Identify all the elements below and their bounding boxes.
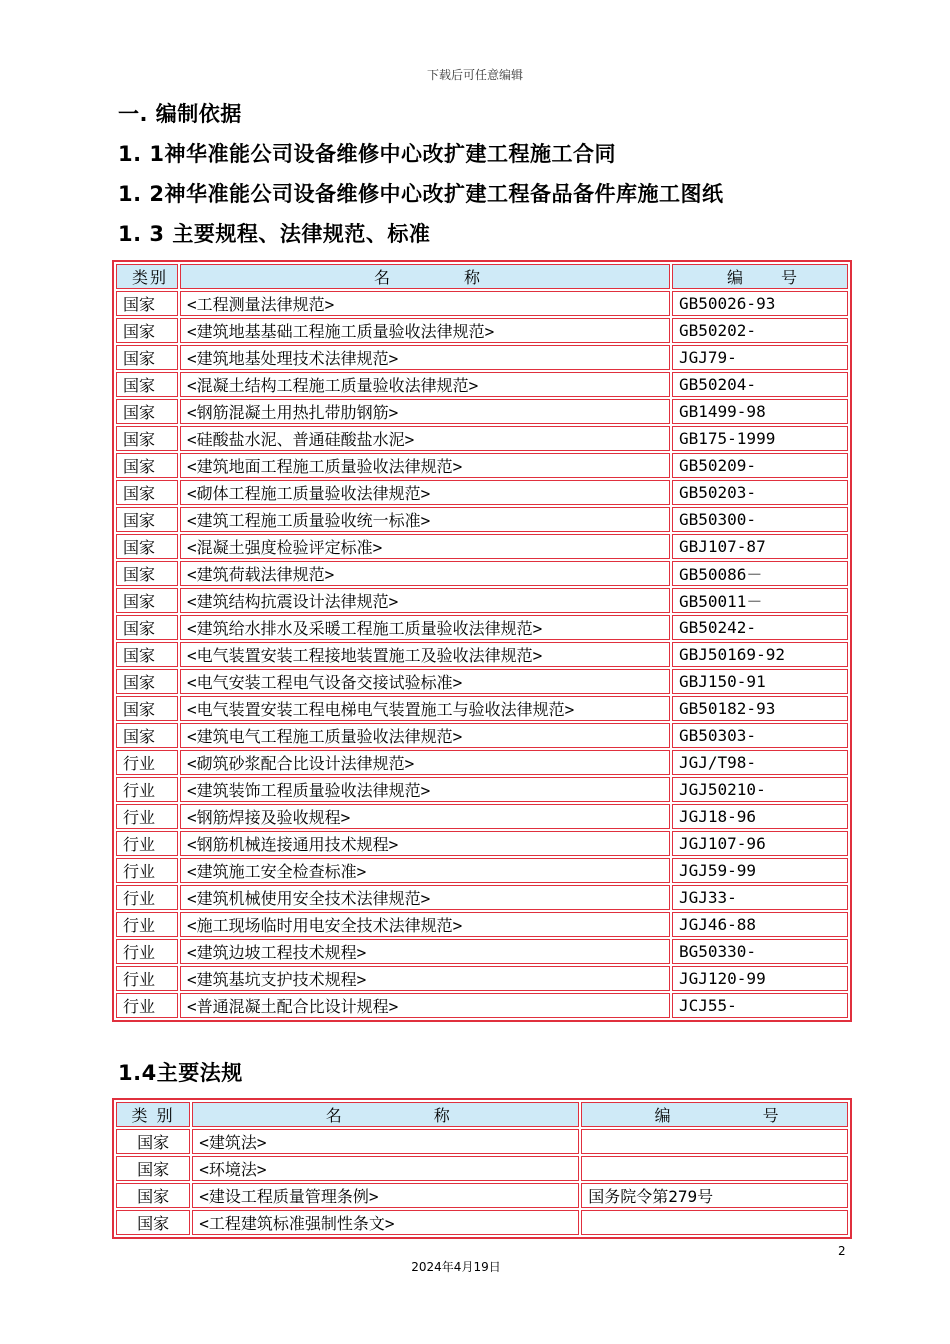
code-cell: GB50303- [672, 723, 848, 748]
table-row [116, 966, 848, 991]
category-cell: 行业 [116, 777, 178, 802]
code-cell: GB50182-93 [672, 696, 848, 721]
table-row [116, 1183, 848, 1208]
code-cell: JCJ55- [672, 993, 848, 1018]
category-cell: 国家 [116, 561, 178, 586]
name-cell: <工程建筑标准强制性条文> [192, 1210, 579, 1235]
category-cell: 国家 [116, 507, 178, 532]
table-row [116, 291, 848, 316]
name-cell: <建筑电气工程施工质量验收法律规范> [180, 723, 670, 748]
code-cell: GB50203- [672, 480, 848, 505]
category-cell: 行业 [116, 885, 178, 910]
category-cell: 行业 [116, 831, 178, 856]
category-cell: 行业 [116, 912, 178, 937]
name-cell: <建筑荷载法律规范> [180, 561, 670, 586]
category-cell: 国家 [116, 426, 178, 451]
column-header: 编 号 [672, 264, 848, 289]
name-cell: <建筑边坡工程技术规程> [180, 939, 670, 964]
category-cell: 国家 [116, 372, 178, 397]
name-cell: <建筑地基基础工程施工质量验收法律规范> [180, 318, 670, 343]
section-heading-standards: 1. 3 主要规程、法律规范、标准 [118, 222, 431, 246]
name-cell: <建筑结构抗震设计法律规范> [180, 588, 670, 613]
table-header-row [116, 264, 848, 289]
name-cell: <电气装置安装工程电梯电气装置施工与验收法律规范> [180, 696, 670, 721]
table-row [116, 372, 848, 397]
category-cell: 国家 [116, 345, 178, 370]
table-row [116, 1210, 848, 1235]
category-cell: 国家 [116, 1156, 190, 1181]
category-cell: 国家 [116, 642, 178, 667]
category-cell: 行业 [116, 966, 178, 991]
table-row [116, 777, 848, 802]
footer-date: 2024年4月19日 [411, 1260, 501, 1274]
name-cell: <砌筑砂浆配合比设计法律规范> [180, 750, 670, 775]
name-cell: <建筑基坑支护技术规程> [180, 966, 670, 991]
regulations-table [112, 1098, 852, 1239]
code-cell: GB50204- [672, 372, 848, 397]
code-cell: GB50086－ [672, 561, 848, 586]
name-cell: <建筑施工安全检查标准> [180, 858, 670, 883]
category-cell: 国家 [116, 318, 178, 343]
name-cell: <普通混凝土配合比设计规程> [180, 993, 670, 1018]
table-row [116, 804, 848, 829]
table-row [116, 1129, 848, 1154]
table-row [116, 561, 848, 586]
code-cell: JGJ33- [672, 885, 848, 910]
name-cell: <建筑装饰工程质量验收法律规范> [180, 777, 670, 802]
name-cell: <环境法> [192, 1156, 579, 1181]
code-cell: GB175-1999 [672, 426, 848, 451]
code-cell: JGJ59-99 [672, 858, 848, 883]
code-cell: GB50011－ [672, 588, 848, 613]
name-cell: <建筑机械使用安全技术法律规范> [180, 885, 670, 910]
table-row [116, 750, 848, 775]
category-cell: 行业 [116, 804, 178, 829]
code-cell [581, 1156, 848, 1181]
table-header-row [116, 1102, 848, 1127]
table-row [116, 453, 848, 478]
code-cell: GB1499-98 [672, 399, 848, 424]
name-cell: <施工现场临时用电安全技术法律规范> [180, 912, 670, 937]
table-row [116, 885, 848, 910]
header-note: 下载后可任意编辑 [426, 68, 523, 82]
column-header: 名 称 [192, 1102, 579, 1127]
table-row [116, 912, 848, 937]
code-cell: GBJ150-91 [672, 669, 848, 694]
table-row [116, 615, 848, 640]
name-cell: <混凝土结构工程施工质量验收法律规范> [180, 372, 670, 397]
name-cell: <建设工程质量管理条例> [192, 1183, 579, 1208]
table-row [116, 318, 848, 343]
column-header: 编 号 [581, 1102, 848, 1127]
table-row [116, 723, 848, 748]
code-cell: GB50242- [672, 615, 848, 640]
category-cell: 国家 [116, 1129, 190, 1154]
page-number: 2 [838, 1244, 846, 1258]
table-row [116, 345, 848, 370]
category-cell: 国家 [116, 453, 178, 478]
name-cell: <混凝土强度检验评定标准> [180, 534, 670, 559]
category-cell: 国家 [116, 669, 178, 694]
section-heading-contract: 1. 1神华准能公司设备维修中心改扩建工程施工合同 [118, 142, 617, 166]
code-cell: GB50300- [672, 507, 848, 532]
name-cell: <建筑工程施工质量验收统一标准> [180, 507, 670, 532]
code-cell: JGJ120-99 [672, 966, 848, 991]
name-cell: <钢筋焊接及验收规程> [180, 804, 670, 829]
standards-table [112, 260, 852, 1022]
category-cell: 国家 [116, 588, 178, 613]
category-cell: 国家 [116, 399, 178, 424]
table-row [116, 588, 848, 613]
category-cell: 国家 [116, 1210, 190, 1235]
table-row [116, 858, 848, 883]
category-cell: 行业 [116, 750, 178, 775]
column-header: 类 别 [116, 1102, 190, 1127]
code-cell: 国务院令第279号 [581, 1183, 848, 1208]
name-cell: <电气安装工程电气设备交接试验标准> [180, 669, 670, 694]
column-header: 名 称 [180, 264, 670, 289]
table-row [116, 426, 848, 451]
table-row [116, 669, 848, 694]
category-cell: 行业 [116, 939, 178, 964]
category-cell: 行业 [116, 858, 178, 883]
code-cell: GB50026-93 [672, 291, 848, 316]
table-row [116, 831, 848, 856]
name-cell: <建筑地基处理技术法律规范> [180, 345, 670, 370]
category-cell: 国家 [116, 723, 178, 748]
code-cell [581, 1210, 848, 1235]
category-cell: 国家 [116, 1183, 190, 1208]
table-row [116, 642, 848, 667]
name-cell: <电气装置安装工程接地装置施工及验收法律规范> [180, 642, 670, 667]
name-cell: <建筑法> [192, 1129, 579, 1154]
code-cell: JGJ18-96 [672, 804, 848, 829]
code-cell: JGJ79- [672, 345, 848, 370]
code-cell: BG50330- [672, 939, 848, 964]
name-cell: <硅酸盐水泥、普通硅酸盐水泥> [180, 426, 670, 451]
code-cell: JGJ50210- [672, 777, 848, 802]
code-cell: GBJ50169-92 [672, 642, 848, 667]
name-cell: <砌体工程施工质量验收法律规范> [180, 480, 670, 505]
name-cell: <钢筋混凝土用热扎带肋钢筋> [180, 399, 670, 424]
table-row [116, 939, 848, 964]
name-cell: <钢筋机械连接通用技术规程> [180, 831, 670, 856]
name-cell: <建筑地面工程施工质量验收法律规范> [180, 453, 670, 478]
column-header: 类别 [116, 264, 178, 289]
code-cell: JGJ46-88 [672, 912, 848, 937]
table-row [116, 534, 848, 559]
category-cell: 国家 [116, 534, 178, 559]
table-row [116, 399, 848, 424]
name-cell: <建筑给水排水及采暖工程施工质量验收法律规范> [180, 615, 670, 640]
code-cell: GB50202- [672, 318, 848, 343]
category-cell: 国家 [116, 615, 178, 640]
code-cell [581, 1129, 848, 1154]
table-row [116, 480, 848, 505]
table-row [116, 696, 848, 721]
section-heading-regulations: 1.4主要法规 [118, 1061, 243, 1085]
table-row [116, 507, 848, 532]
table-row [116, 993, 848, 1018]
category-cell: 国家 [116, 480, 178, 505]
name-cell: <工程测量法律规范> [180, 291, 670, 316]
section-heading-drawings: 1. 2神华准能公司设备维修中心改扩建工程备品备件库施工图纸 [118, 182, 724, 206]
section-heading-basis: 一. 编制依据 [118, 102, 242, 126]
table-row [116, 1156, 848, 1181]
category-cell: 国家 [116, 291, 178, 316]
code-cell: JGJ/T98- [672, 750, 848, 775]
code-cell: GBJ107-87 [672, 534, 848, 559]
code-cell: GB50209- [672, 453, 848, 478]
category-cell: 行业 [116, 993, 178, 1018]
code-cell: JGJ107-96 [672, 831, 848, 856]
category-cell: 国家 [116, 696, 178, 721]
